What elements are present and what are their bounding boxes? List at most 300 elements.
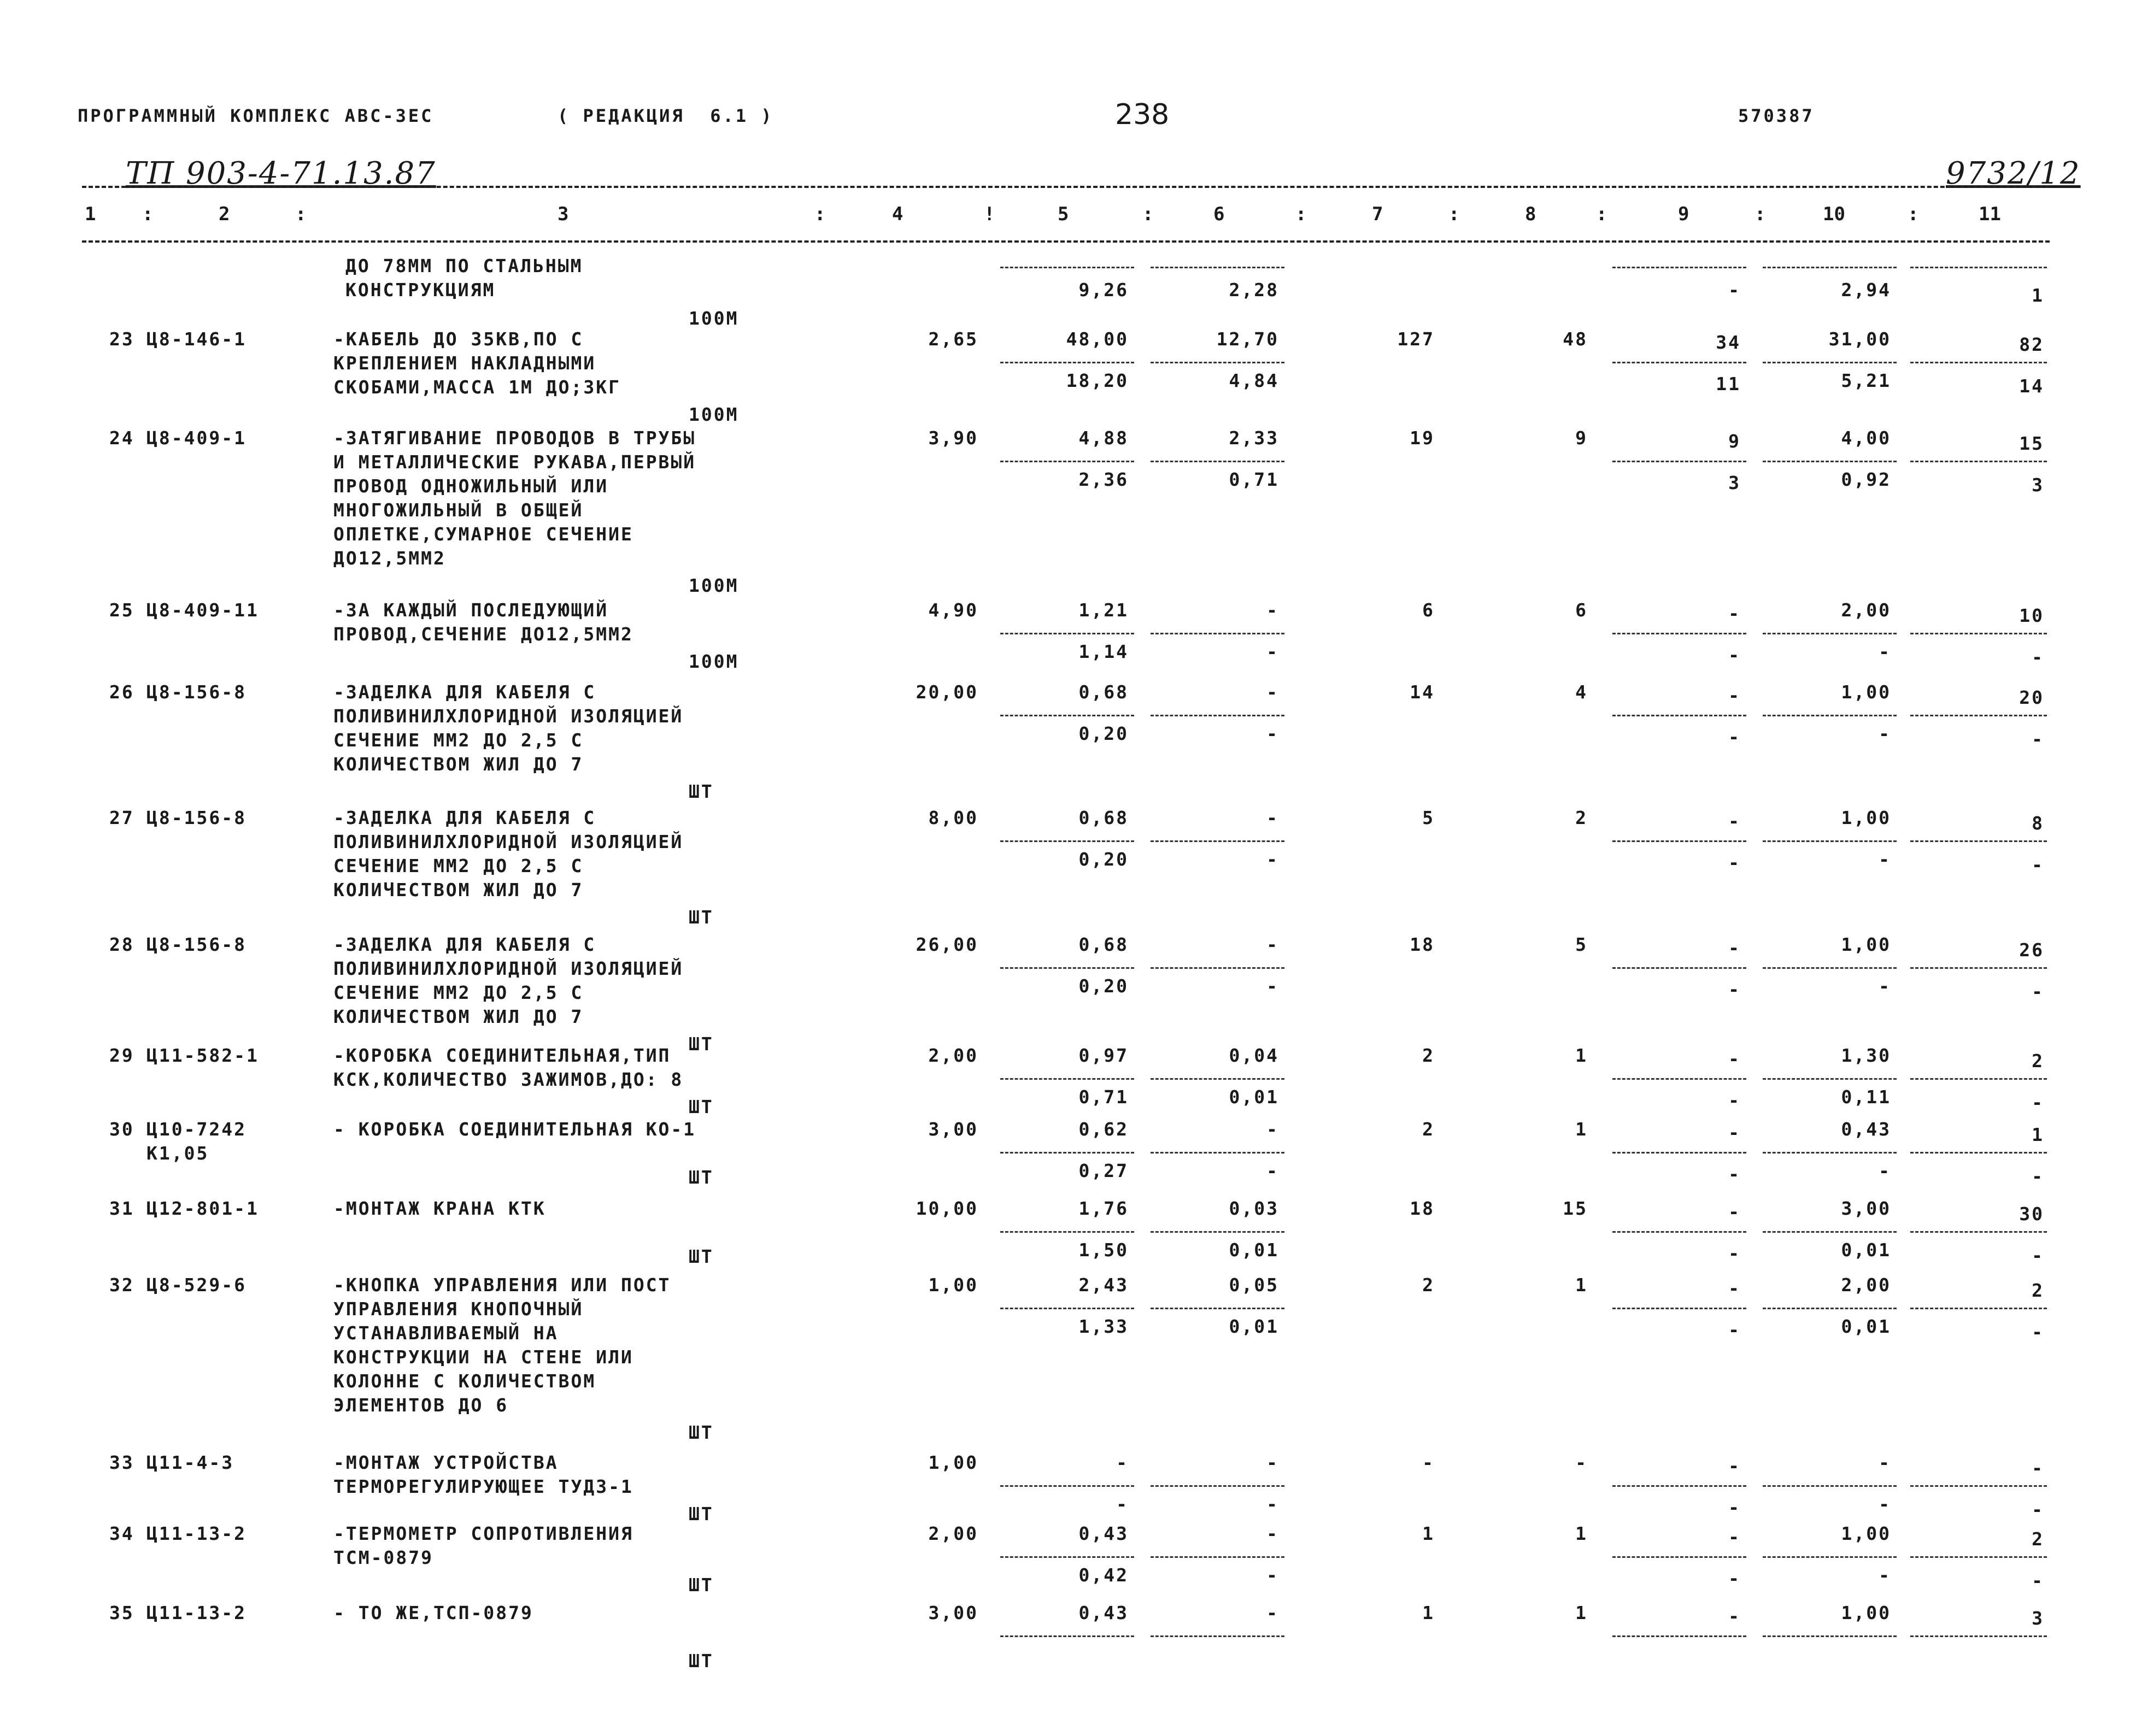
- item-description-line: -ТЕРМОМЕТР СОПРОТИВЛЕНИЯ: [333, 1523, 633, 1544]
- item-description-line: ТЕРМОРЕГУЛИРУЮЩЕЕ ТУДЗ-1: [333, 1476, 633, 1497]
- value-col7: 2: [1422, 1045, 1435, 1066]
- item-number: 33: [109, 1452, 134, 1473]
- item-description-line: - КОРОБКА СОЕДИНИТЕЛЬНАЯ КО-1: [333, 1119, 696, 1140]
- value-col9-lower: -: [1728, 1090, 1741, 1111]
- value-col9: -: [1728, 1526, 1741, 1547]
- value-col11: 26: [2019, 939, 2044, 961]
- cell-separator: [1151, 840, 1284, 842]
- value-col6-lower: -: [1266, 723, 1279, 744]
- cell-separator: [1612, 967, 1746, 969]
- cell-separator: [1000, 967, 1134, 969]
- cell-separator: [1763, 461, 1897, 462]
- value-col11: 82: [2019, 334, 2044, 355]
- value-col4: 1,00: [928, 1274, 978, 1296]
- value-col5-lower: 0,20: [1078, 975, 1129, 997]
- column-number: 1: [85, 203, 96, 225]
- item-number: 31: [109, 1198, 134, 1219]
- item-description-line: И МЕТАЛЛИЧЕСКИЕ РУКАВА,ПЕРВЫЙ: [333, 451, 696, 473]
- cell-separator: [1000, 715, 1134, 716]
- cell-separator: [1763, 1485, 1897, 1487]
- unit-label: 100М: [689, 575, 739, 596]
- cell-separator: [1910, 1556, 2047, 1558]
- item-description-line: ЭЛЕМЕНТОВ ДО 6: [333, 1394, 509, 1416]
- cell-separator: [1910, 461, 2047, 462]
- item-description-line: СЕЧЕНИЕ ММ2 ДО 2,5 С: [333, 855, 584, 876]
- value-col11: 2: [2032, 1528, 2044, 1550]
- cell-separator: [1763, 715, 1897, 716]
- item-description-line: КОЛОННЕ С КОЛИЧЕСТВОМ: [333, 1370, 596, 1392]
- value-col5-lower: -: [1116, 1493, 1129, 1515]
- value-col9: 9: [1728, 431, 1741, 452]
- value-col10-lower: 0,92: [1841, 469, 1891, 490]
- item-description-line: ДО 78ММ ПО СТАЛЬНЫМ: [345, 255, 583, 276]
- value-col6: 0,03: [1229, 1198, 1279, 1219]
- value-col6: 0,05: [1229, 1274, 1279, 1296]
- value-col11-lower: 14: [2019, 375, 2044, 397]
- column-number: 4: [892, 203, 903, 225]
- value-col9-lower: -: [1728, 644, 1741, 666]
- value-col8: 1: [1575, 1045, 1588, 1066]
- cell-separator: [1151, 715, 1284, 716]
- rate-code: Ц11-13-2: [146, 1602, 247, 1623]
- cell-separator: [1763, 1556, 1897, 1558]
- value-col4: 3,90: [928, 427, 978, 449]
- cell-separator: [1910, 633, 2047, 634]
- value-col9: 34: [1716, 332, 1741, 353]
- value-col8: 4: [1575, 681, 1588, 703]
- value-col6: 12,70: [1216, 328, 1279, 350]
- value-col5: 4,88: [1078, 427, 1129, 449]
- cell-separator: [1151, 1635, 1284, 1637]
- value-col6: -: [1266, 599, 1279, 621]
- value-col8: -: [1575, 1452, 1588, 1473]
- column-number: :: [142, 203, 154, 225]
- cell-separator: [1000, 1231, 1134, 1233]
- header-rule-top: [82, 186, 2050, 188]
- item-description-line: УСТАНАВЛИВАЕМЫЙ НА: [333, 1322, 559, 1344]
- column-number: :: [1448, 203, 1460, 225]
- header-rule-bottom: [82, 240, 2050, 243]
- cell-separator: [1612, 461, 1746, 462]
- unit-label: ШТ: [689, 1650, 714, 1672]
- value-col10: -: [1879, 1452, 1891, 1473]
- value-col11-lower: -: [2032, 854, 2044, 875]
- cell-separator: [1151, 362, 1284, 363]
- value-col11: 2: [2032, 1050, 2044, 1072]
- cell-separator: [1612, 1308, 1746, 1309]
- value-col11: 3: [2032, 1608, 2044, 1629]
- column-number: !: [984, 203, 995, 225]
- item-description-line: -МОНТАЖ КРАНА КТК: [333, 1198, 546, 1219]
- column-number: 11: [1979, 203, 2001, 225]
- value-col11: 20: [2019, 687, 2044, 708]
- value-col7: 1: [1422, 1602, 1435, 1623]
- item-description-line: МНОГОЖИЛЬНЫЙ В ОБЩЕЙ: [333, 499, 584, 521]
- item-number: 35: [109, 1602, 134, 1623]
- rate-code: Ц11-13-2: [146, 1523, 247, 1544]
- item-number: 23: [109, 328, 134, 350]
- value-col9: -: [1728, 1122, 1741, 1143]
- value-col5-lower: 0,27: [1078, 1160, 1129, 1181]
- value-col5-lower: 9,26: [1078, 279, 1129, 301]
- unit-label: ШТ: [689, 1167, 714, 1188]
- value-col10: 4,00: [1841, 427, 1891, 449]
- value-col4: 3,00: [928, 1602, 978, 1623]
- cell-separator: [1151, 633, 1284, 634]
- column-number: 7: [1372, 203, 1383, 225]
- value-col4: 2,00: [928, 1523, 978, 1544]
- column-number: 3: [558, 203, 569, 225]
- value-col10-lower: 0,01: [1841, 1239, 1891, 1261]
- value-col9-lower: -: [1728, 852, 1741, 873]
- value-col6: 2,33: [1229, 427, 1279, 449]
- item-description-line: -КАБЕЛЬ ДО 35КВ,ПО С: [333, 328, 584, 350]
- cell-separator: [1151, 1556, 1284, 1558]
- cell-separator: [1151, 267, 1284, 268]
- value-col11-lower: -: [2032, 646, 2044, 668]
- value-col5: -: [1116, 1452, 1129, 1473]
- value-col4: 8,00: [928, 807, 978, 828]
- value-col11-lower: -: [2032, 1245, 2044, 1266]
- cell-separator: [1612, 1231, 1746, 1233]
- value-col8: 1: [1575, 1602, 1588, 1623]
- value-col4: 10,00: [916, 1198, 978, 1219]
- item-description-line: ПОЛИВИНИЛХЛОРИДНОЙ ИЗОЛЯЦИЕЙ: [333, 958, 684, 979]
- cell-separator: [1763, 1308, 1897, 1309]
- rate-code: Ц8-529-6: [146, 1274, 247, 1296]
- value-col5-lower: 18,20: [1066, 370, 1129, 391]
- value-col9-lower: 3: [1728, 472, 1741, 493]
- value-col11: 10: [2019, 605, 2044, 626]
- value-col8: 1: [1575, 1119, 1588, 1140]
- column-number: :: [1142, 203, 1154, 225]
- cell-separator: [1612, 1078, 1746, 1080]
- value-col9: -: [1728, 1048, 1741, 1069]
- item-description-line: -ЗАДЕЛКА ДЛЯ КАБЕЛЯ С: [333, 934, 596, 955]
- item-description-line: -ЗА КАЖДЫЙ ПОСЛЕДУЮЩИЙ: [333, 599, 609, 621]
- value-col7: 19: [1410, 427, 1435, 449]
- value-col7: 1: [1422, 1523, 1435, 1544]
- value-col8: 15: [1563, 1198, 1588, 1219]
- value-col10-lower: -: [1879, 849, 1891, 870]
- column-number: :: [1596, 203, 1607, 225]
- column-number: 10: [1823, 203, 1845, 225]
- cell-separator: [1910, 1635, 2047, 1637]
- value-col8: 48: [1563, 328, 1588, 350]
- cell-separator: [1763, 1231, 1897, 1233]
- value-col7: 5: [1422, 807, 1435, 828]
- value-col6-lower: 0,01: [1229, 1086, 1279, 1108]
- value-col8: 6: [1575, 599, 1588, 621]
- value-col6: -: [1266, 934, 1279, 955]
- item-description-line: -ЗАДЕЛКА ДЛЯ КАБЕЛЯ С: [333, 681, 596, 703]
- column-number: :: [1295, 203, 1307, 225]
- value-col9: -: [1728, 685, 1741, 706]
- item-description-line: -КНОПКА УПРАВЛЕНИЯ ИЛИ ПОСТ: [333, 1274, 671, 1296]
- rate-code: Ц10-7242: [146, 1119, 247, 1140]
- item-description-line: ПОЛИВИНИЛХЛОРИДНОЙ ИЗОЛЯЦИЕЙ: [333, 705, 684, 727]
- value-col5-lower: 1,14: [1078, 641, 1129, 662]
- column-number: :: [1908, 203, 1919, 225]
- value-col9: -: [1728, 937, 1741, 958]
- cell-separator: [1612, 1556, 1746, 1558]
- unit-label: ШТ: [689, 1503, 714, 1525]
- item-description-line: -КОРОБКА СОЕДИНИТЕЛЬНАЯ,ТИП: [333, 1045, 671, 1066]
- item-number: 34: [109, 1523, 134, 1544]
- value-col6: -: [1266, 1602, 1279, 1623]
- cell-separator: [1151, 1308, 1284, 1309]
- unit-label: ШТ: [689, 1033, 714, 1055]
- value-col11-lower: -: [2032, 1321, 2044, 1343]
- document-code: 570387: [1738, 105, 1815, 126]
- rate-code: Ц8-156-8: [146, 807, 247, 828]
- cell-separator: [1151, 1485, 1284, 1487]
- cell-separator: [1000, 840, 1134, 842]
- item-description-line: ПРОВОД ОДНОЖИЛЬНЫЙ ИЛИ: [333, 475, 609, 497]
- cell-separator: [1612, 715, 1746, 716]
- value-col10-lower: -: [1879, 1493, 1891, 1515]
- value-col6: -: [1266, 1119, 1279, 1140]
- cell-separator: [1763, 633, 1897, 634]
- value-col10-lower: 2,94: [1841, 279, 1891, 301]
- item-description-line: КРЕПЛЕНИЕМ НАКЛАДНЫМИ: [333, 352, 596, 374]
- unit-label: ШТ: [689, 1096, 714, 1117]
- cell-separator: [1612, 1485, 1746, 1487]
- item-description-line: КОЛИЧЕСТВОМ ЖИЛ ДО 7: [333, 1006, 584, 1027]
- value-col10: 2,00: [1841, 599, 1891, 621]
- value-col4: 20,00: [916, 681, 978, 703]
- value-col7: 127: [1397, 328, 1435, 350]
- value-col5: 0,62: [1078, 1119, 1129, 1140]
- value-col10: 1,30: [1841, 1045, 1891, 1066]
- cell-separator: [1612, 362, 1746, 363]
- item-number: 26: [109, 681, 134, 703]
- value-col5: 2,43: [1078, 1274, 1129, 1296]
- value-col6-lower: -: [1266, 975, 1279, 997]
- rate-code: Ц12-801-1: [146, 1198, 259, 1219]
- cell-separator: [1763, 840, 1897, 842]
- cell-separator: [1000, 1078, 1134, 1080]
- edition-label: ( РЕДАКЦИЯ 6.1 ): [558, 105, 774, 126]
- value-col11: 2: [2032, 1280, 2044, 1301]
- value-col10: 2,00: [1841, 1274, 1891, 1296]
- value-col5: 0,68: [1078, 934, 1129, 955]
- cell-separator: [1910, 967, 2047, 969]
- value-col11: -: [2032, 1457, 2044, 1479]
- cell-separator: [1612, 840, 1746, 842]
- cell-separator: [1763, 362, 1897, 363]
- value-col6-lower: -: [1266, 849, 1279, 870]
- cell-separator: [1763, 267, 1897, 268]
- unit-label: ШТ: [689, 1422, 714, 1443]
- value-col11-lower: 1: [2032, 285, 2044, 306]
- cell-separator: [1151, 1152, 1284, 1154]
- item-number: 25: [109, 599, 134, 621]
- value-col9: -: [1728, 1605, 1741, 1627]
- value-col11-lower: -: [2032, 981, 2044, 1002]
- value-col6-lower: -: [1266, 1564, 1279, 1586]
- value-col6-lower: 0,01: [1229, 1239, 1279, 1261]
- value-col6: -: [1266, 681, 1279, 703]
- value-col10-lower: 0,11: [1841, 1086, 1891, 1108]
- value-col7: 18: [1410, 1198, 1435, 1219]
- cell-separator: [1910, 715, 2047, 716]
- item-number: 32: [109, 1274, 134, 1296]
- value-col10: 1,00: [1841, 807, 1891, 828]
- column-number: 2: [219, 203, 230, 225]
- value-col6: -: [1266, 1452, 1279, 1473]
- cell-separator: [1000, 633, 1134, 634]
- value-col10-lower: -: [1879, 975, 1891, 997]
- value-col8: 1: [1575, 1523, 1588, 1544]
- item-description-line: ПРОВОД,СЕЧЕНИЕ ДО12,5ММ2: [333, 623, 633, 645]
- cell-separator: [1000, 1556, 1134, 1558]
- value-col5: 0,97: [1078, 1045, 1129, 1066]
- value-col9-lower: -: [1728, 979, 1741, 1000]
- value-col5-lower: 0,20: [1078, 849, 1129, 870]
- cell-separator: [1910, 267, 2047, 268]
- value-col9-lower: -: [1728, 1319, 1741, 1340]
- value-col8: 5: [1575, 934, 1588, 955]
- column-number: 5: [1058, 203, 1069, 225]
- value-col5-lower: 0,71: [1078, 1086, 1129, 1108]
- value-col7: 6: [1422, 599, 1435, 621]
- value-col7: -: [1422, 1452, 1435, 1473]
- value-col5: 48,00: [1066, 328, 1129, 350]
- value-col10-lower: -: [1879, 723, 1891, 744]
- value-col10: 1,00: [1841, 681, 1891, 703]
- cell-separator: [1910, 1308, 2047, 1309]
- item-description-line: ПОЛИВИНИЛХЛОРИДНОЙ ИЗОЛЯЦИЕЙ: [333, 831, 684, 852]
- value-col9-lower: -: [1728, 726, 1741, 748]
- unit-label: ШТ: [689, 907, 714, 928]
- unit-label: ШТ: [689, 1246, 714, 1267]
- value-col9: -: [1728, 1278, 1741, 1299]
- rate-coefficient: К1,05: [146, 1143, 209, 1164]
- value-col10: 1,00: [1841, 1602, 1891, 1623]
- value-col10: 1,00: [1841, 1523, 1891, 1544]
- unit-label: ШТ: [689, 781, 714, 802]
- value-col4: 4,90: [928, 599, 978, 621]
- item-number: 29: [109, 1045, 134, 1066]
- column-number: 8: [1525, 203, 1536, 225]
- rate-code: Ц8-146-1: [146, 328, 247, 350]
- cell-separator: [1000, 461, 1134, 462]
- item-number: 28: [109, 934, 134, 955]
- value-col4: 2,65: [928, 328, 978, 350]
- cell-separator: [1910, 1152, 2047, 1154]
- doc-number: ТП 903-4-71.13.87: [126, 156, 436, 191]
- cell-separator: [1000, 267, 1134, 268]
- value-col5: 1,76: [1078, 1198, 1129, 1219]
- value-col9-lower: -: [1728, 1568, 1741, 1589]
- value-col5: 0,68: [1078, 681, 1129, 703]
- unit-label: 100М: [689, 404, 739, 425]
- value-col5-lower: 0,42: [1078, 1564, 1129, 1586]
- rate-code: Ц8-409-11: [146, 599, 259, 621]
- value-col7: 2: [1422, 1119, 1435, 1140]
- value-col9: -: [1728, 1201, 1741, 1222]
- value-col6-lower: -: [1266, 1493, 1279, 1515]
- page-number: 238: [1115, 98, 1170, 131]
- value-col5: 1,21: [1078, 599, 1129, 621]
- item-description-line: - ТО ЖЕ,ТСП-0879: [333, 1602, 533, 1623]
- rate-code: Ц8-409-1: [146, 427, 247, 449]
- value-col11-lower: -: [2032, 1166, 2044, 1187]
- value-col10-lower: -: [1879, 1564, 1891, 1586]
- cell-separator: [1612, 633, 1746, 634]
- item-description-line: КОЛИЧЕСТВОМ ЖИЛ ДО 7: [333, 754, 584, 775]
- value-col10-lower: 5,21: [1841, 370, 1891, 391]
- value-col8: 9: [1575, 427, 1588, 449]
- sheet-number: 9732/12: [1946, 156, 2081, 191]
- value-col4: 3,00: [928, 1119, 978, 1140]
- column-number: :: [1755, 203, 1766, 225]
- value-col7: 2: [1422, 1274, 1435, 1296]
- value-col6-lower: -: [1266, 1160, 1279, 1181]
- value-col10-lower: -: [1879, 1160, 1891, 1181]
- value-col4: 2,00: [928, 1045, 978, 1066]
- value-col6-lower: 2,28: [1229, 279, 1279, 301]
- cell-separator: [1151, 1231, 1284, 1233]
- value-col9: -: [1728, 810, 1741, 832]
- value-col6: -: [1266, 807, 1279, 828]
- cell-separator: [1000, 1635, 1134, 1637]
- item-description-line: -МОНТАЖ УСТРОЙСТВА: [333, 1452, 559, 1473]
- item-description-line: СКОБАМИ,МАССА 1М ДО;3КГ: [333, 376, 621, 398]
- item-description-line: УПРАВЛЕНИЯ КНОПОЧНЫЙ: [333, 1298, 584, 1320]
- value-col9-lower: -: [1728, 279, 1741, 301]
- cell-separator: [1763, 967, 1897, 969]
- unit-label: ШТ: [689, 1574, 714, 1596]
- value-col4: 1,00: [928, 1452, 978, 1473]
- item-description-line: КОЛИЧЕСТВОМ ЖИЛ ДО 7: [333, 879, 584, 901]
- value-col10: 0,43: [1841, 1119, 1891, 1140]
- value-col11: 15: [2019, 433, 2044, 454]
- value-col5-lower: 1,33: [1078, 1316, 1129, 1337]
- cell-separator: [1612, 1635, 1746, 1637]
- cell-separator: [1151, 461, 1284, 462]
- item-description-line: КОНСТРУКЦИИ НА СТЕНЕ ИЛИ: [333, 1346, 633, 1368]
- column-number: 6: [1213, 203, 1225, 225]
- value-col6-lower: 4,84: [1229, 370, 1279, 391]
- value-col6-lower: 0,71: [1229, 469, 1279, 490]
- value-col9: -: [1728, 1455, 1741, 1476]
- value-col10: 3,00: [1841, 1198, 1891, 1219]
- value-col5-lower: 1,50: [1078, 1239, 1129, 1261]
- item-number: 24: [109, 427, 134, 449]
- value-col6: 0,04: [1229, 1045, 1279, 1066]
- value-col6-lower: -: [1266, 641, 1279, 662]
- program-title: ПРОГРАММНЫЙ КОМПЛЕКС АВС-3ЕС: [78, 105, 434, 126]
- value-col10-lower: -: [1879, 641, 1891, 662]
- item-description-line: ТСМ-0879: [333, 1547, 433, 1568]
- item-description-line: КСК,КОЛИЧЕСТВО ЗАЖИМОВ,ДО: 8: [333, 1069, 684, 1090]
- item-number: 27: [109, 807, 134, 828]
- value-col9-lower: 11: [1716, 373, 1741, 395]
- value-col11: 8: [2032, 813, 2044, 834]
- rate-code: Ц11-582-1: [146, 1045, 259, 1066]
- value-col10: 1,00: [1841, 934, 1891, 955]
- item-number: 30: [109, 1119, 134, 1140]
- item-description-line: СЕЧЕНИЕ ММ2 ДО 2,5 С: [333, 982, 584, 1003]
- column-number: :: [295, 203, 307, 225]
- cell-separator: [1763, 1635, 1897, 1637]
- cell-separator: [1000, 1485, 1134, 1487]
- value-col7: 14: [1410, 681, 1435, 703]
- value-col4: 26,00: [916, 934, 978, 955]
- value-col9-lower: -: [1728, 1497, 1741, 1518]
